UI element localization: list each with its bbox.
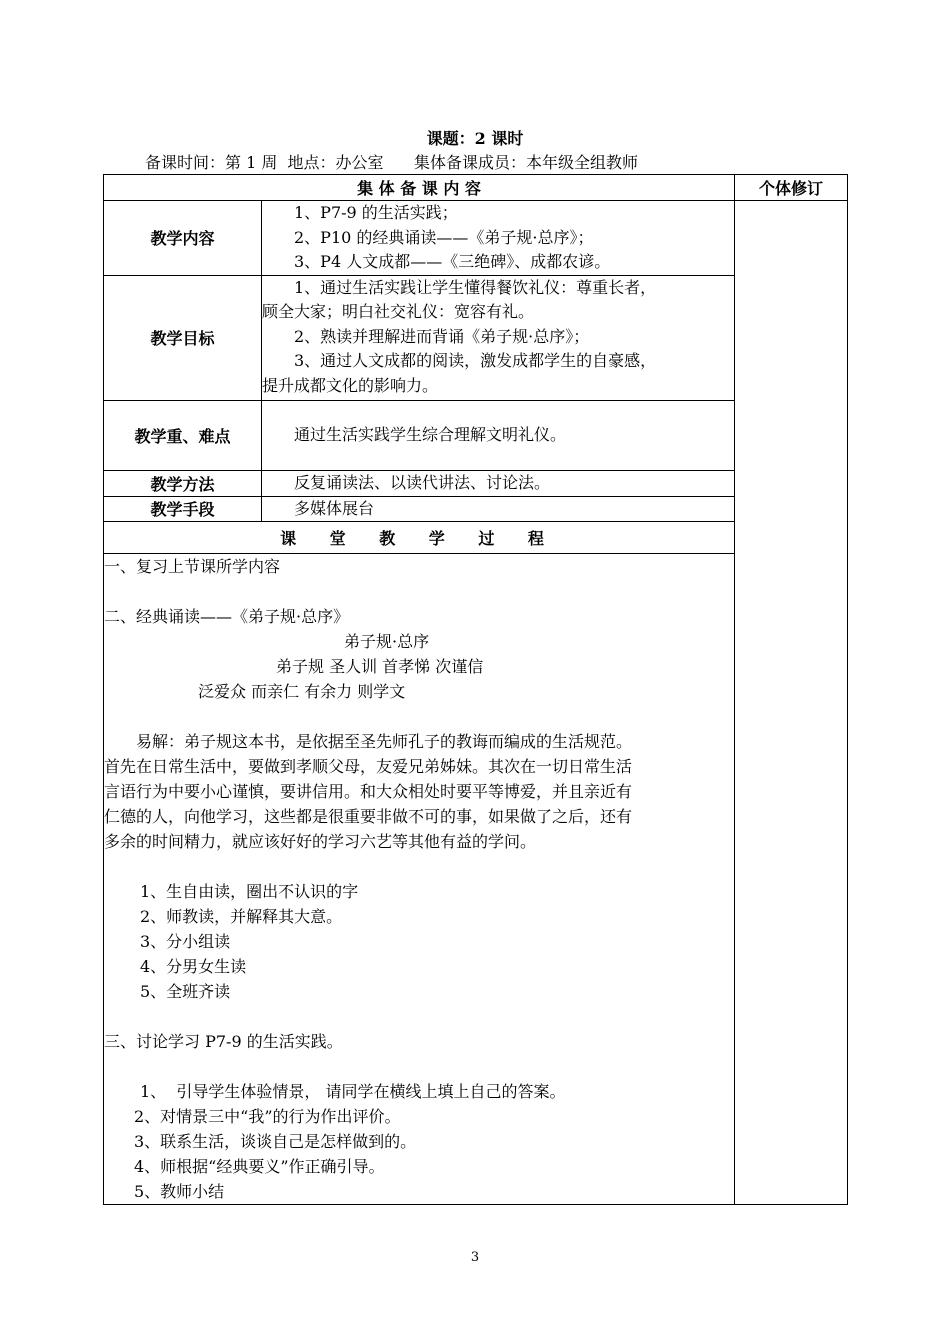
goal-line: 顾全大家；明白社交礼仪：宽容有礼。 [262, 302, 535, 321]
label-teaching-method: 教学方法 [104, 470, 262, 496]
label-teaching-content: 教学内容 [104, 201, 262, 276]
goal-line: 3、通过人文成都的阅读，激发成都学生的自豪感， [294, 351, 657, 370]
practice-step: 2、对情景三中“我”的行为作出评价。 [134, 1107, 401, 1126]
page-number: 3 [470, 1250, 480, 1265]
label-teaching-means: 教学手段 [104, 496, 262, 522]
content-line: 1、P7-9 的生活实践； [294, 203, 458, 222]
poem-title: 弟子规·总序 [344, 632, 430, 651]
teaching-method-text: 反复诵读法、以读代讲法、讨论法。 [262, 470, 735, 496]
practice-step: 1、 引导学生体验情景， 请同学在横线上填上自己的答案。 [140, 1082, 566, 1101]
practice-step: 3、联系生活，谈谈自己是怎样做到的。 [134, 1132, 417, 1151]
explanation-line: 言语行为中要小心谨慎，要讲信用。和大众相处时要平等博爱，并且亲近有 [104, 782, 633, 801]
explanation-line: 仁德的人，向他学习，这些都是很重要非做不可的事，如果做了之后，还有 [104, 807, 633, 826]
reading-step: 3、分小组读 [140, 932, 231, 951]
lesson-meta: 备课时间：第 1 周 地点：办公室 集体备课成员：本年级全组教师 [145, 153, 639, 172]
practice-step: 5、教师小结 [134, 1182, 225, 1201]
label-key-difficult-points: 教学重、难点 [104, 400, 262, 470]
poem-line: 泛爱众 而亲仁 有余力 则学文 [198, 682, 406, 701]
explanation-line: 易解：弟子规这本书，是依据至圣先师孔子的教诲而编成的生活规范。 [136, 732, 633, 751]
teaching-content-cell [262, 201, 735, 276]
explanation-line: 多余的时间精力，就应该好好的学习六艺等其他有益的学问。 [104, 832, 537, 851]
goal-line: 2、熟读并理解进而背诵《弟子规·总序》； [294, 326, 590, 346]
header-collective-content: 集 体 备 课 内 容 [104, 175, 735, 201]
reading-step: 5、全班齐读 [140, 982, 231, 1001]
content-line: 2、P10 的经典诵读——《弟子规·总序》； [294, 227, 594, 247]
poem-line: 弟子规 圣人训 首孝悌 次谨信 [276, 657, 484, 676]
process-section-review: 一、复习上节课所学内容 [104, 557, 281, 576]
reading-step: 1、生自由读，圈出不认识的字 [140, 882, 359, 901]
goal-line: 提升成都文化的影响力。 [262, 375, 439, 395]
goal-line: 1、通过生活实践让学生懂得餐饮礼仪：尊重长者， [294, 277, 657, 297]
reading-step: 4、分男女生读 [140, 957, 247, 976]
key-difficult-points-text: 通过生活实践学生综合理解文明礼仪。 [262, 400, 735, 470]
process-section-life-practice: 三、讨论学习 P7-9 的生活实践。 [104, 1032, 343, 1051]
header-classroom-process: 课 堂 教 学 过 程 [104, 522, 735, 554]
lesson-title: 课题：2 课时 [426, 129, 524, 148]
lesson-plan-table [103, 174, 848, 1205]
classroom-process-content [104, 554, 735, 1205]
individual-revision-column [735, 201, 848, 1205]
teaching-goals-cell [262, 275, 735, 400]
explanation-line: 首先在日常生活中，要做到孝顺父母，友爱兄弟姊妹。其次在一切日常生活 [104, 757, 633, 776]
reading-step: 2、师教读，并解释其大意。 [140, 907, 343, 926]
content-line: 3、P4 人文成都——《三绝碑》、成都农谚。 [294, 252, 611, 271]
teaching-means-text: 多媒体展台 [262, 496, 735, 522]
practice-step: 4、师根据“经典要义”作正确引导。 [134, 1157, 385, 1176]
header-individual-revision: 个体修订 [735, 175, 848, 201]
label-teaching-goals: 教学目标 [104, 275, 262, 400]
process-section-classic-reading: 二、经典诵读——《弟子规·总序》 [104, 607, 350, 626]
